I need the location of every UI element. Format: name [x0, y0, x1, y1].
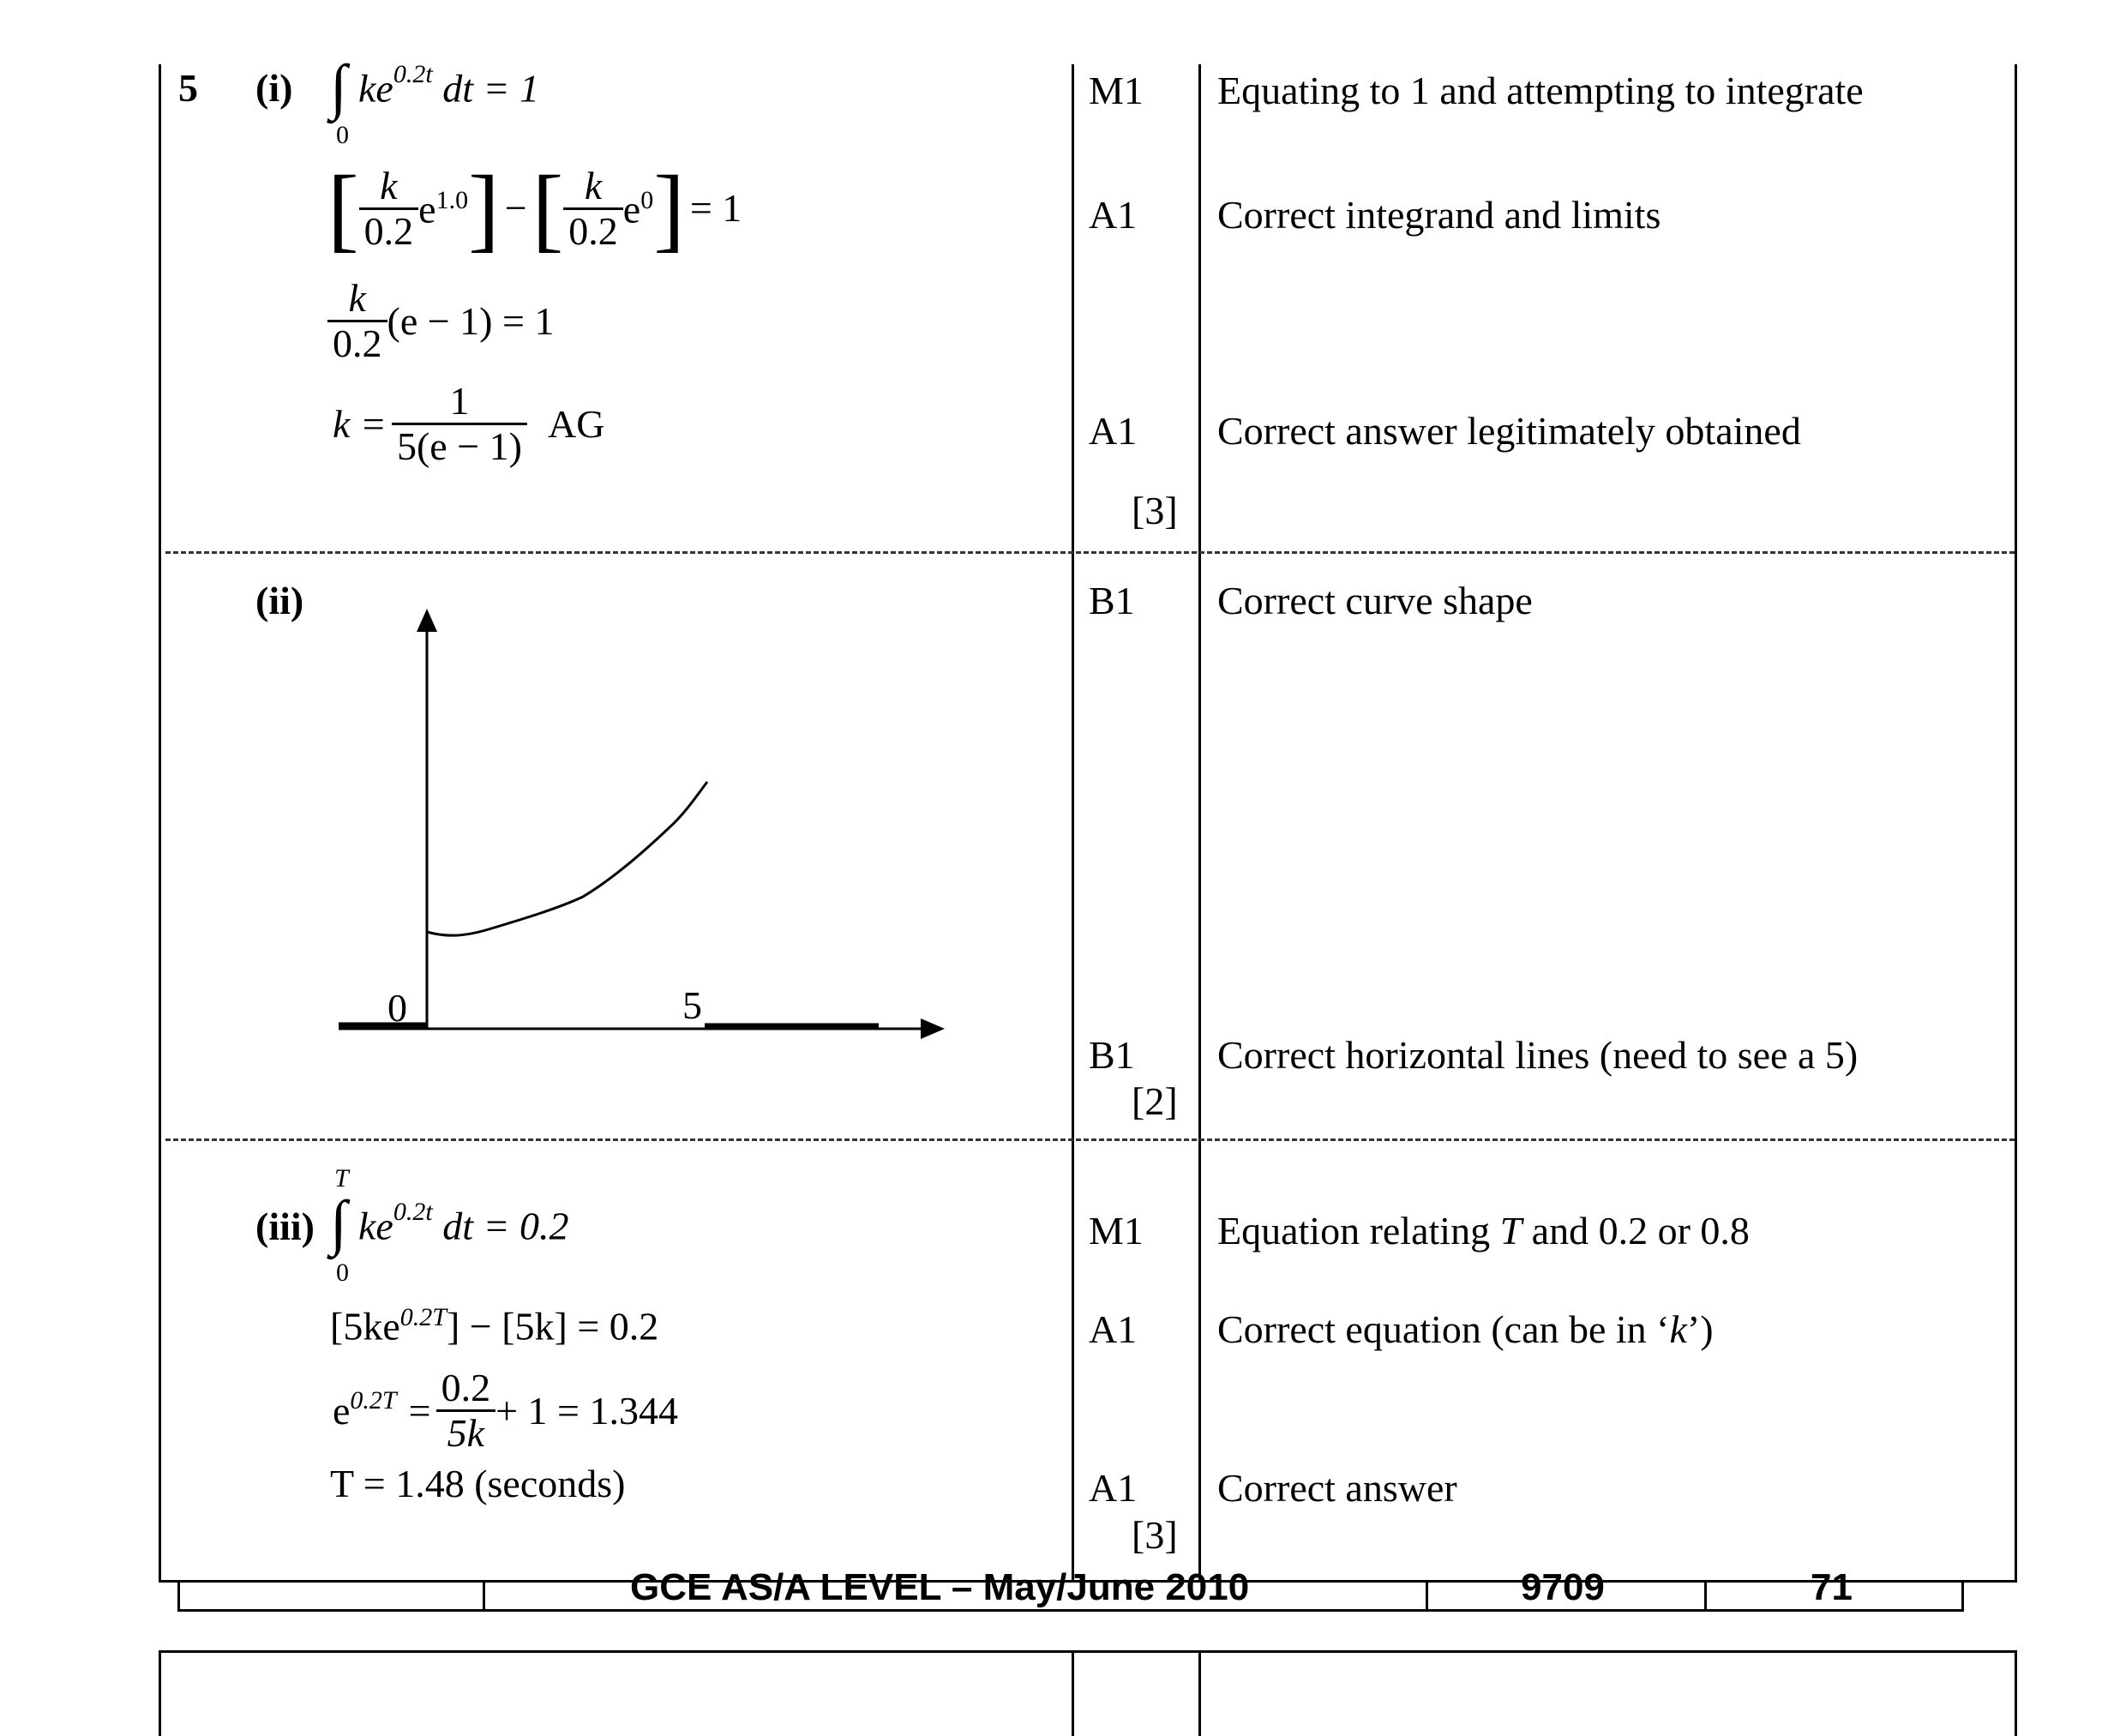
integral-sign: ∫	[330, 1188, 347, 1257]
section-divider-2	[165, 1138, 2015, 1141]
mark-comment: Correct answer	[1217, 1466, 1457, 1510]
integral-lower-limit: 0	[336, 1258, 349, 1287]
table-left-border	[159, 64, 161, 1582]
mark-code: M1	[1089, 1209, 1144, 1252]
evaluation-step: $[5ke^{0.2T}] - [5k] = 0.2$	[330, 1303, 659, 1349]
pdf-sketch-graph	[326, 600, 952, 1054]
next-table-divider	[1072, 1650, 1074, 1736]
mark-code: A1	[1089, 193, 1138, 237]
column-divider-comments	[1198, 64, 1201, 1582]
mark-comment: Equation relating T and 0.2 or 0.8	[1217, 1209, 1750, 1252]
footer-syllabus-code: 9709	[1521, 1566, 1605, 1608]
integral-upper-limit: T	[334, 1164, 349, 1192]
mark-code: A1	[1089, 1466, 1138, 1510]
graph-label-five: 5	[682, 983, 702, 1027]
answer-t: T = 1.48 (seconds)	[330, 1462, 626, 1505]
answer-k: k = $\frac{1}{5(e - 1)}$ AG	[333, 379, 605, 468]
mark-code: B1	[1089, 579, 1135, 622]
mark-total: [3]	[1132, 1513, 1178, 1557]
table-right-border	[2015, 64, 2017, 1582]
mark-comment: Correct curve shape	[1217, 579, 1533, 622]
integral-expression: $ke^{0.2t}$ dt = 0.2	[358, 1198, 569, 1248]
mark-comment: Correct integrand and limits	[1217, 193, 1661, 237]
mark-code: M1	[1089, 69, 1144, 112]
question-number: 5	[178, 66, 198, 110]
mark-total: [2]	[1132, 1079, 1178, 1123]
integral-sign: ∫	[330, 52, 347, 121]
mark-comment: Correct answer legitimately obtained	[1217, 409, 1801, 453]
footer-divider	[483, 1580, 485, 1612]
integral-expression: $ke^{0.2t}$ dt = 1	[358, 60, 540, 111]
mark-code: A1	[1089, 409, 1138, 453]
next-table-divider	[1198, 1650, 1201, 1736]
part-iii-label: (iii)	[255, 1204, 315, 1248]
mark-code: A1	[1089, 1307, 1138, 1351]
graph-label-origin: 0	[387, 986, 407, 1030]
y-axis-arrow	[417, 609, 437, 632]
column-divider-marks	[1072, 64, 1074, 1582]
next-table-right-border	[2015, 1650, 2017, 1736]
footer-paper-number: 71	[1811, 1566, 1853, 1608]
x-axis-arrow	[921, 1018, 945, 1039]
part-ii-label: (ii)	[255, 579, 304, 622]
exponential-step: e $^{0.2T}$ = $\frac{0.2}{5k}$ + 1 = 1.344	[333, 1366, 678, 1455]
pdf-curve	[427, 782, 707, 935]
simplified-step: $\frac{k}{0.2}$ (e − 1) = 1	[327, 279, 554, 363]
mark-comment: Correct equation (can be in ‘k’)	[1217, 1307, 1714, 1351]
mark-total: [3]	[1132, 489, 1178, 532]
footer-exam-title: GCE AS/A LEVEL – May/June 2010	[630, 1566, 1250, 1608]
mark-comment: Equating to 1 and attempting to integrate	[1217, 69, 1864, 112]
evaluation-step: [ $\frac{k}{0.2}$ $e^{1.0}$ ] − [ $\frac{k}{0.2}$ $e^0$ ] = 1	[327, 156, 742, 261]
next-table-top-border	[159, 1650, 2017, 1653]
part-i-label: (i)	[255, 66, 293, 110]
footer-divider	[1426, 1580, 1428, 1612]
mark-code: B1	[1089, 1033, 1135, 1077]
integral-lower-limit: 0	[336, 121, 349, 149]
next-table-left-border	[159, 1650, 161, 1736]
section-divider-1	[165, 551, 2015, 554]
footer-divider	[1704, 1580, 1707, 1612]
mark-comment: Correct horizontal lines (need to see a 5)	[1217, 1033, 1859, 1077]
